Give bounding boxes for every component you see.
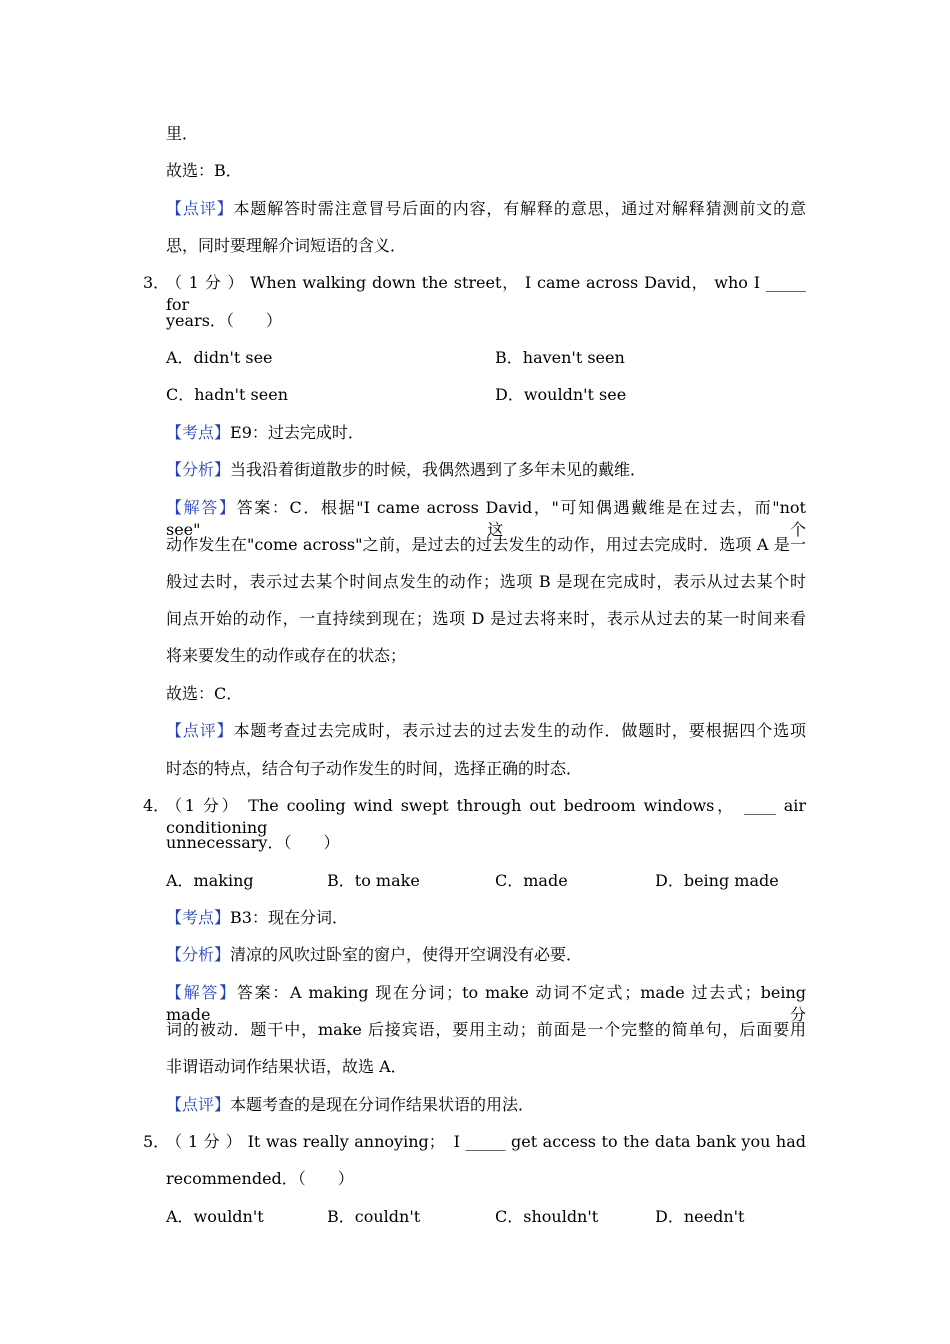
prev-explanation-tail: 里． — [166, 124, 199, 143]
question-stem-line1: （ 1 分 ） When walking down the street， I came across David， who I _____ for — [166, 273, 806, 314]
option-c: C．shouldn't — [495, 1207, 599, 1226]
answer: 故选：C． — [166, 684, 243, 703]
fenxi-tag: 【分析】 — [166, 945, 231, 964]
question-stem-line1: （1 分） The cooling wind swept through out bedroom windows， ____ air conditioning — [166, 796, 806, 837]
comment-tag: 【点评】 — [166, 199, 234, 218]
prev-answer: 故选：B． — [166, 161, 242, 180]
fenxi — [166, 944, 806, 966]
kaodian-text: E9：过去完成时． — [230, 423, 364, 442]
option-b: B．haven't seen — [495, 348, 625, 367]
option-c: C．hadn't seen — [166, 385, 289, 404]
fenxi — [166, 459, 806, 481]
dianping-line2: 时态的特点，结合句子动作发生的时间，选择正确的时态． — [166, 759, 583, 778]
option-a: A．didn't see — [166, 348, 273, 367]
fenxi-text: 清凉的风吹过卧室的窗户，使得开空调没有必要． — [230, 945, 583, 964]
question-stem-line1: （ 1 分 ） It was really annoying； I _____ get access to the data bank you had — [166, 1132, 806, 1151]
comment-text: 本题解答时需注意冒号后面的内容，有解释的意思，通过对解释猜测前文的意 — [233, 199, 806, 218]
question-number: 5． — [143, 1132, 170, 1151]
jieda-line4: 间点开始的动作，一直持续到现在；选项 D 是过去将来时，表示从过去的某一时间来看 — [166, 609, 806, 628]
jieda-text: 答案：A making 现在分词；to make 动词不定式；made 过去式；being made 分 — [166, 983, 806, 1024]
option-a: A．wouldn't — [166, 1207, 264, 1226]
dianping-line1 — [166, 720, 806, 742]
kaodian-text: B3：现在分词． — [230, 908, 348, 927]
option-b: B．couldn't — [327, 1207, 421, 1226]
question-stem-line2: years．（ ） — [166, 311, 282, 330]
fenxi-text: 当我沿着街道散步的时候，我偶然遇到了多年未见的戴维． — [230, 460, 647, 479]
jieda-tag: 【解答】 — [166, 498, 237, 517]
dianping-tag: 【点评】 — [166, 1095, 231, 1114]
option-c: C．made — [495, 871, 568, 890]
kaodian-tag: 【考点】 — [166, 908, 231, 927]
jieda-line2: 词的被动．题干中，make 后接宾语，要用主动；前面是一个完整的简单句，后面要用 — [166, 1020, 806, 1039]
dianping-text: 本题考查的是现在分词作结果状语的用法． — [230, 1095, 535, 1114]
question-number: 4． — [143, 796, 170, 815]
option-a: A．making — [166, 871, 254, 890]
question-stem-line2: recommended．（ ） — [166, 1169, 354, 1188]
dianping — [166, 1094, 806, 1116]
dianping-text: 本题考查过去完成时，表示过去的过去发生的动作．做题时，要根据四个选项 — [233, 721, 806, 740]
dianping-tag: 【点评】 — [166, 721, 234, 740]
jieda-line3: 般过去时，表示过去某个时间点发生的动作；选项 B 是现在完成时，表示从过去某个时 — [166, 572, 806, 591]
fenxi-tag: 【分析】 — [166, 460, 231, 479]
kaodian-tag: 【考点】 — [166, 423, 231, 442]
jieda-line5: 将来要发生的动作或存在的状态； — [166, 646, 407, 665]
option-b: B．to make — [327, 871, 420, 890]
option-d: D．needn't — [655, 1207, 745, 1226]
prev-comment-line2: 思，同时要理解介词短语的含义． — [166, 236, 407, 255]
jieda-line2: 动作发生在"come across"之前，是过去的过去发生的动作，用过去完成时．选项 A 是一 — [166, 535, 806, 554]
kaodian — [166, 907, 806, 929]
jieda-tag: 【解答】 — [166, 983, 237, 1002]
option-d: D．being made — [655, 871, 779, 890]
jieda-text: 答案：C．根据"I came across David，"可知偶遇戴维是在过去，而"not see"这个 — [166, 498, 806, 539]
question-number: 3． — [143, 273, 170, 292]
option-d: D．wouldn't see — [495, 385, 627, 404]
jieda-line3: 非谓语动词作结果状语，故选 A． — [166, 1057, 407, 1076]
prev-comment-line1 — [166, 198, 806, 220]
question-stem-line2: unnecessary．（ ） — [166, 833, 340, 852]
kaodian — [166, 422, 806, 444]
